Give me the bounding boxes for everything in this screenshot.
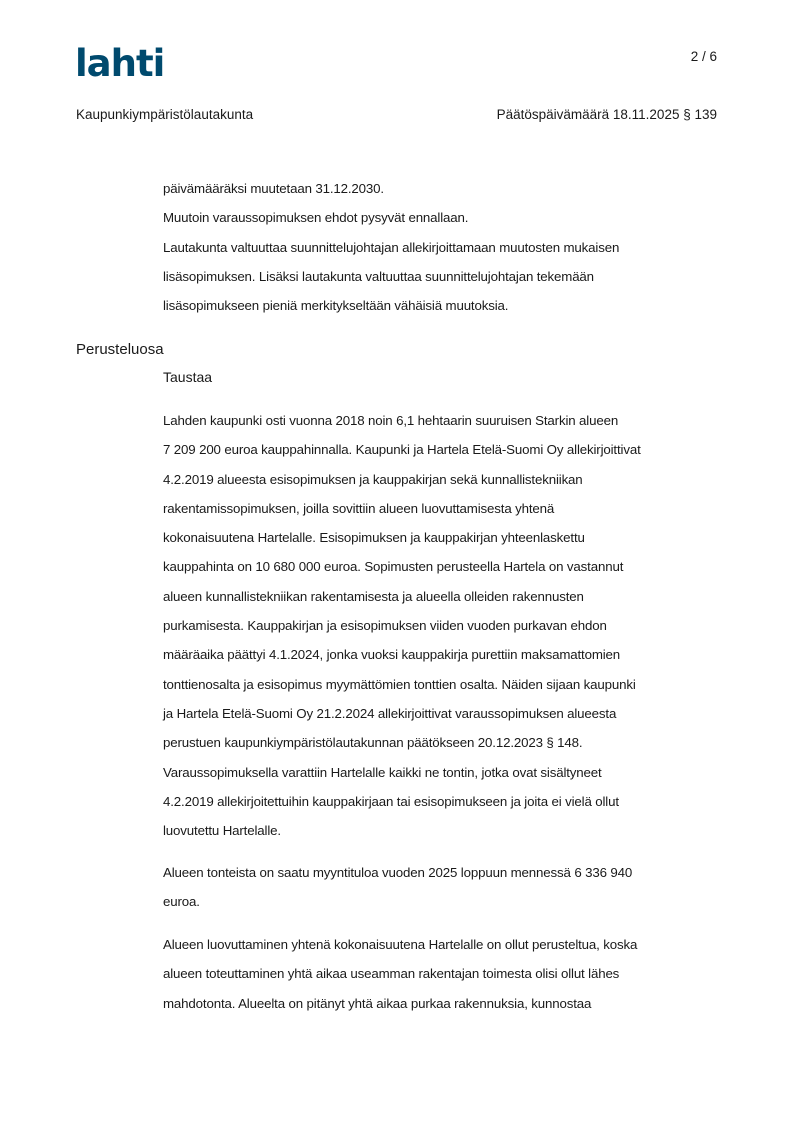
- text-line: ja Hartela Etelä-Suomi Oy 21.2.2024 allekirjoittivat varaussopimuksen alueesta: [163, 705, 617, 721]
- text-line: päivämääräksi muutetaan 31.12.2030.: [163, 181, 384, 196]
- decision-date: Päätöspäivämäärä 18.11.2025 § 139: [496, 107, 717, 122]
- text-line: Lahden kaupunki osti vuonna 2018 noin 6,1 hehtaarin suuruisen Starkin alueen: [163, 413, 619, 428]
- text-line: mahdotonta. Alueelta on pitänyt yhtä aikaa purkaa rakennuksia, kunnostaa: [163, 995, 592, 1011]
- text-line: lisäsopimukseen pieniä merkitykseltään vähäisiä muutoksia.: [163, 298, 509, 314]
- text-line: perustuen kaupunkiympäristölautakunnan päätökseen 20.12.2023 § 148.: [163, 735, 583, 751]
- text-line: määräaika päättyi 4.1.2024, jonka vuoksi kauppakirja purettiin maksamattomien: [163, 647, 621, 663]
- text-line: 4.2.2019 alueesta esisopimuksen ja kauppakirjan sekä kunnallistekniikan: [163, 471, 583, 487]
- text-line: purkamisesta. Kauppakirjan ja esisopimuksen viiden vuoden purkavan ehdon: [163, 618, 607, 634]
- text-line: 4.2.2019 allekirjoitettuihin kauppakirjaan tai esisopimukseen ja joita ei vielä ollut: [163, 793, 619, 809]
- paragraph-sales-income: [163, 864, 733, 923]
- text-line: Lautakunta valtuuttaa suunnittelujohtajan allekirjoittamaan muutosten mukaisen: [163, 239, 620, 255]
- lahti-logo: lahti: [75, 42, 165, 85]
- text-line: luovutettu Hartelalle.: [163, 823, 281, 839]
- subheading: Taustaa: [163, 369, 213, 385]
- text-line: alueen kunnallistekniikan rakentamisesta ja alueella olleiden rakennusten: [163, 588, 584, 604]
- section-heading: Perusteluosa: [76, 341, 164, 358]
- decision-text: [163, 180, 733, 326]
- committee-name: Kaupunkiympäristölautakunta: [76, 107, 254, 122]
- page-number: 2 / 6: [690, 49, 717, 64]
- text-line: 7 209 200 euroa kauppahinnalla. Kaupunki ja Hartela Etelä-Suomi Oy allekirjoittivat: [163, 442, 641, 458]
- text-line: euroa.: [163, 894, 200, 910]
- paragraph-justification: [163, 936, 733, 1024]
- text-line: lisäsopimuksen. Lisäksi lautakunta valtuuttaa suunnittelujohtajan tekemään: [163, 268, 594, 284]
- paragraph-background: [163, 412, 733, 851]
- text-line: Muutoin varaussopimuksen ehdot pysyvät ennallaan.: [163, 210, 469, 226]
- text-line: tonttienosalta ja esisopimus myymättömien tonttien osalta. Näiden sijaan kaupunki: [163, 676, 636, 692]
- text-line: Alueen tonteista on saatu myyntituloa vuoden 2025 loppuun mennessä 6 336 940: [163, 865, 633, 880]
- text-line: kokonaisuutena Hartelalle. Esisopimuksen ja kauppakirjan yhteenlaskettu: [163, 530, 585, 546]
- text-line: alueen toteuttaminen yhtä aikaa useamman rakentajan toimesta olisi ollut lähes: [163, 966, 620, 982]
- text-line: kauppahinta on 10 680 000 euroa. Sopimusten perusteella Hartela on vastannut: [163, 559, 624, 575]
- text-line: Alueen luovuttaminen yhtenä kokonaisuutena Hartelalle on ollut perusteltua, koska: [163, 937, 638, 952]
- text-line: Varaussopimuksella varattiin Hartelalle kaikki ne tontin, jotka ovat sisältyneet: [163, 764, 602, 780]
- text-line: rakentamissopimuksen, joilla sovittiin alueen luovuttamisesta yhtenä: [163, 500, 555, 516]
